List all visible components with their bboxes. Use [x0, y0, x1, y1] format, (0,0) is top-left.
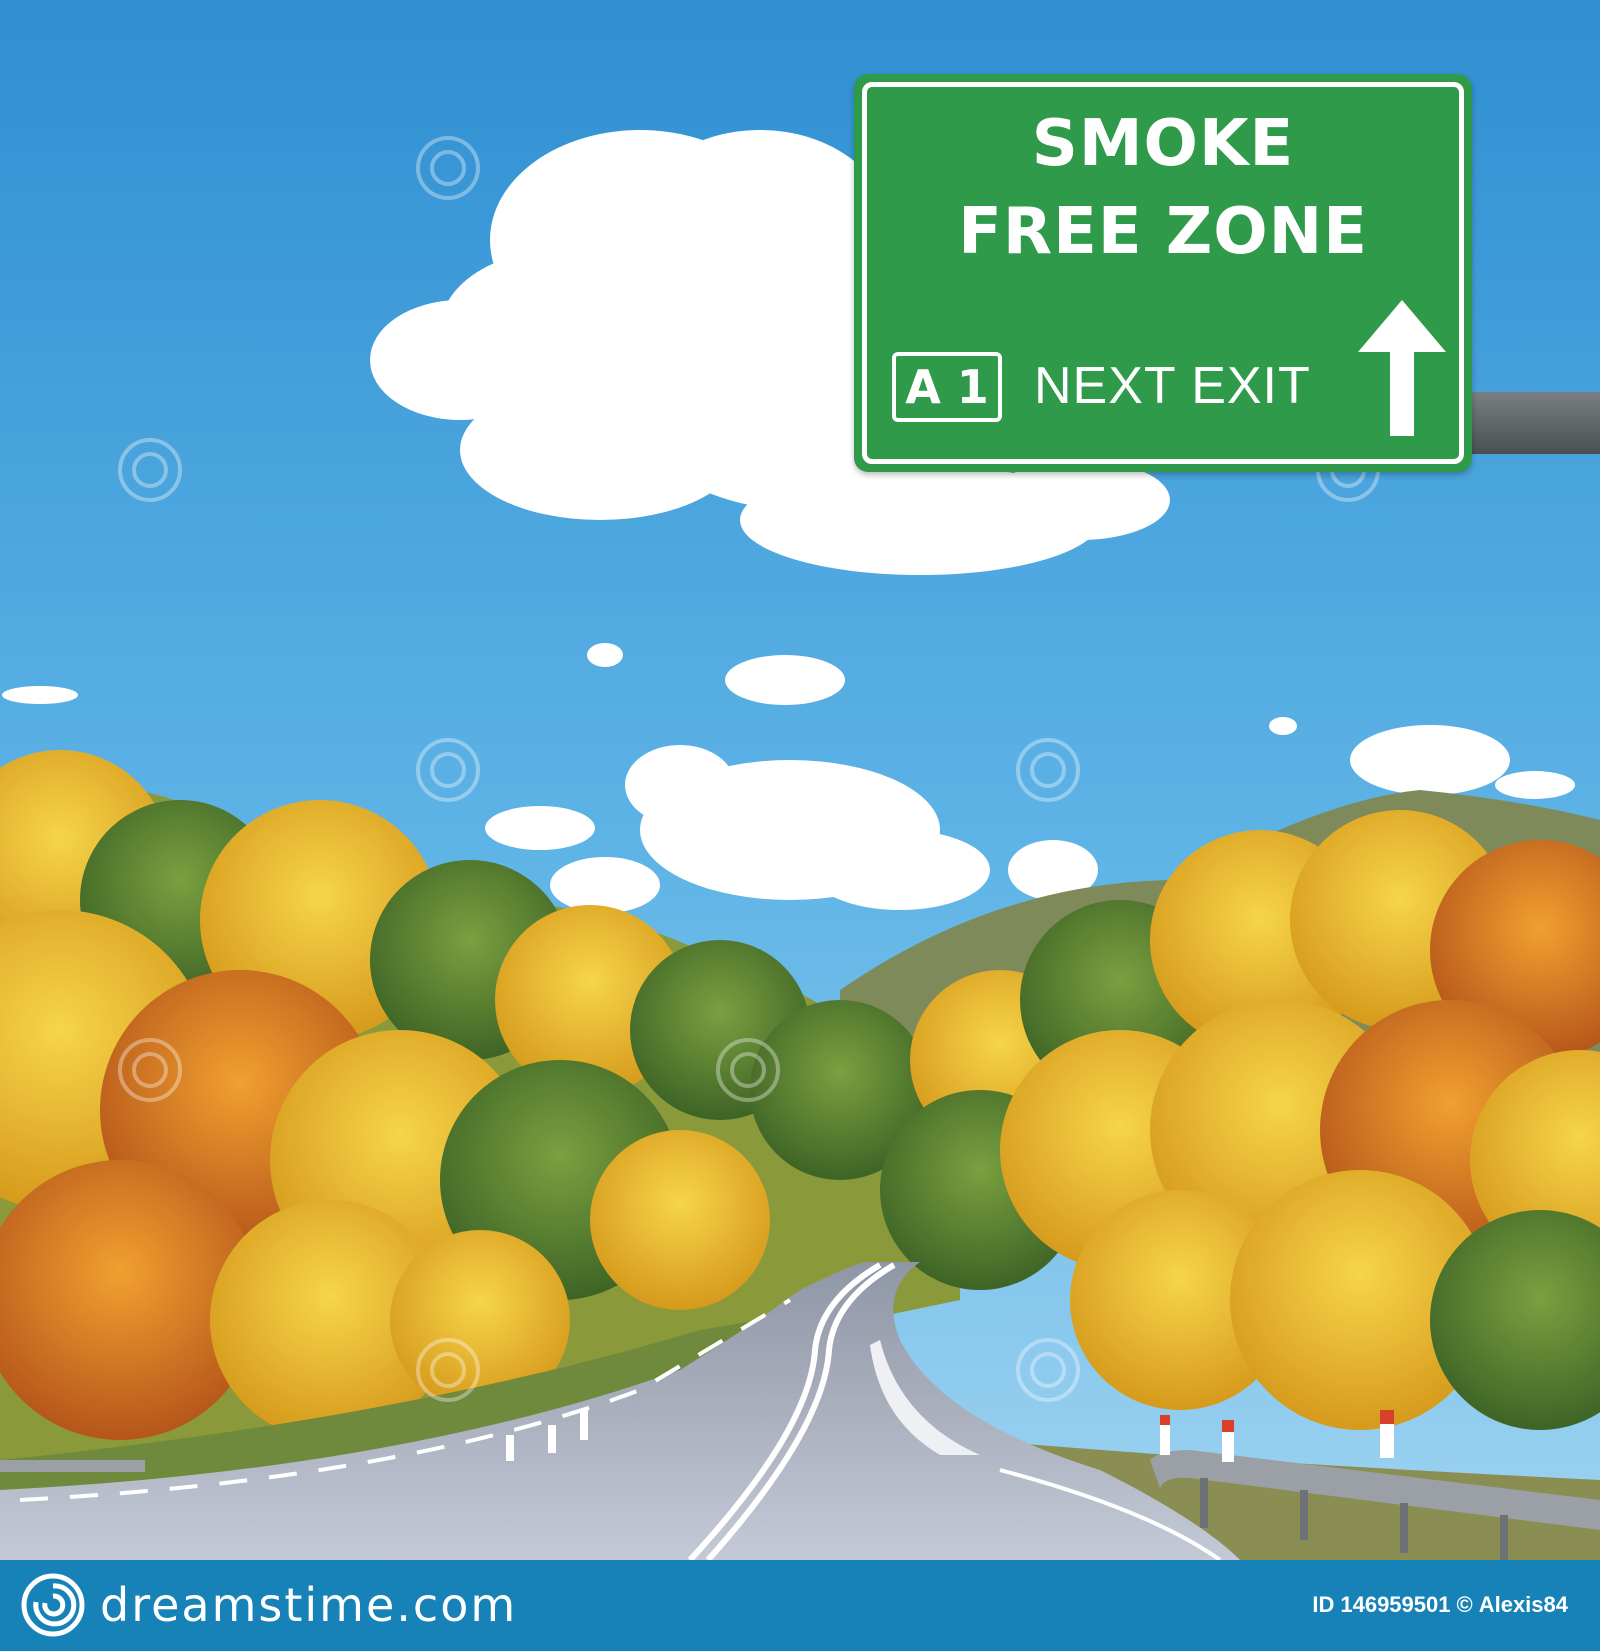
sign-title-line2: FREE ZONE [958, 195, 1368, 269]
author-name: Alexis84 [1478, 1592, 1568, 1617]
footer-image-id [1306, 1590, 1568, 1620]
up-arrow-icon [1358, 300, 1446, 436]
next-exit-label: NEXT EXIT [1034, 357, 1311, 415]
route-badge: A 1 [892, 352, 1002, 422]
sign-post [1472, 392, 1600, 454]
dreamstime-swirl-icon [20, 1572, 86, 1638]
id-label: ID [1312, 1592, 1335, 1617]
copyright-symbol: © [1456, 1592, 1473, 1617]
footer-brand: dreamstime.com [100, 1578, 518, 1632]
stock-footer [0, 1560, 1600, 1651]
sign-title-line1: SMOKE [1031, 107, 1295, 181]
id-value: 146959501 [1340, 1592, 1451, 1617]
